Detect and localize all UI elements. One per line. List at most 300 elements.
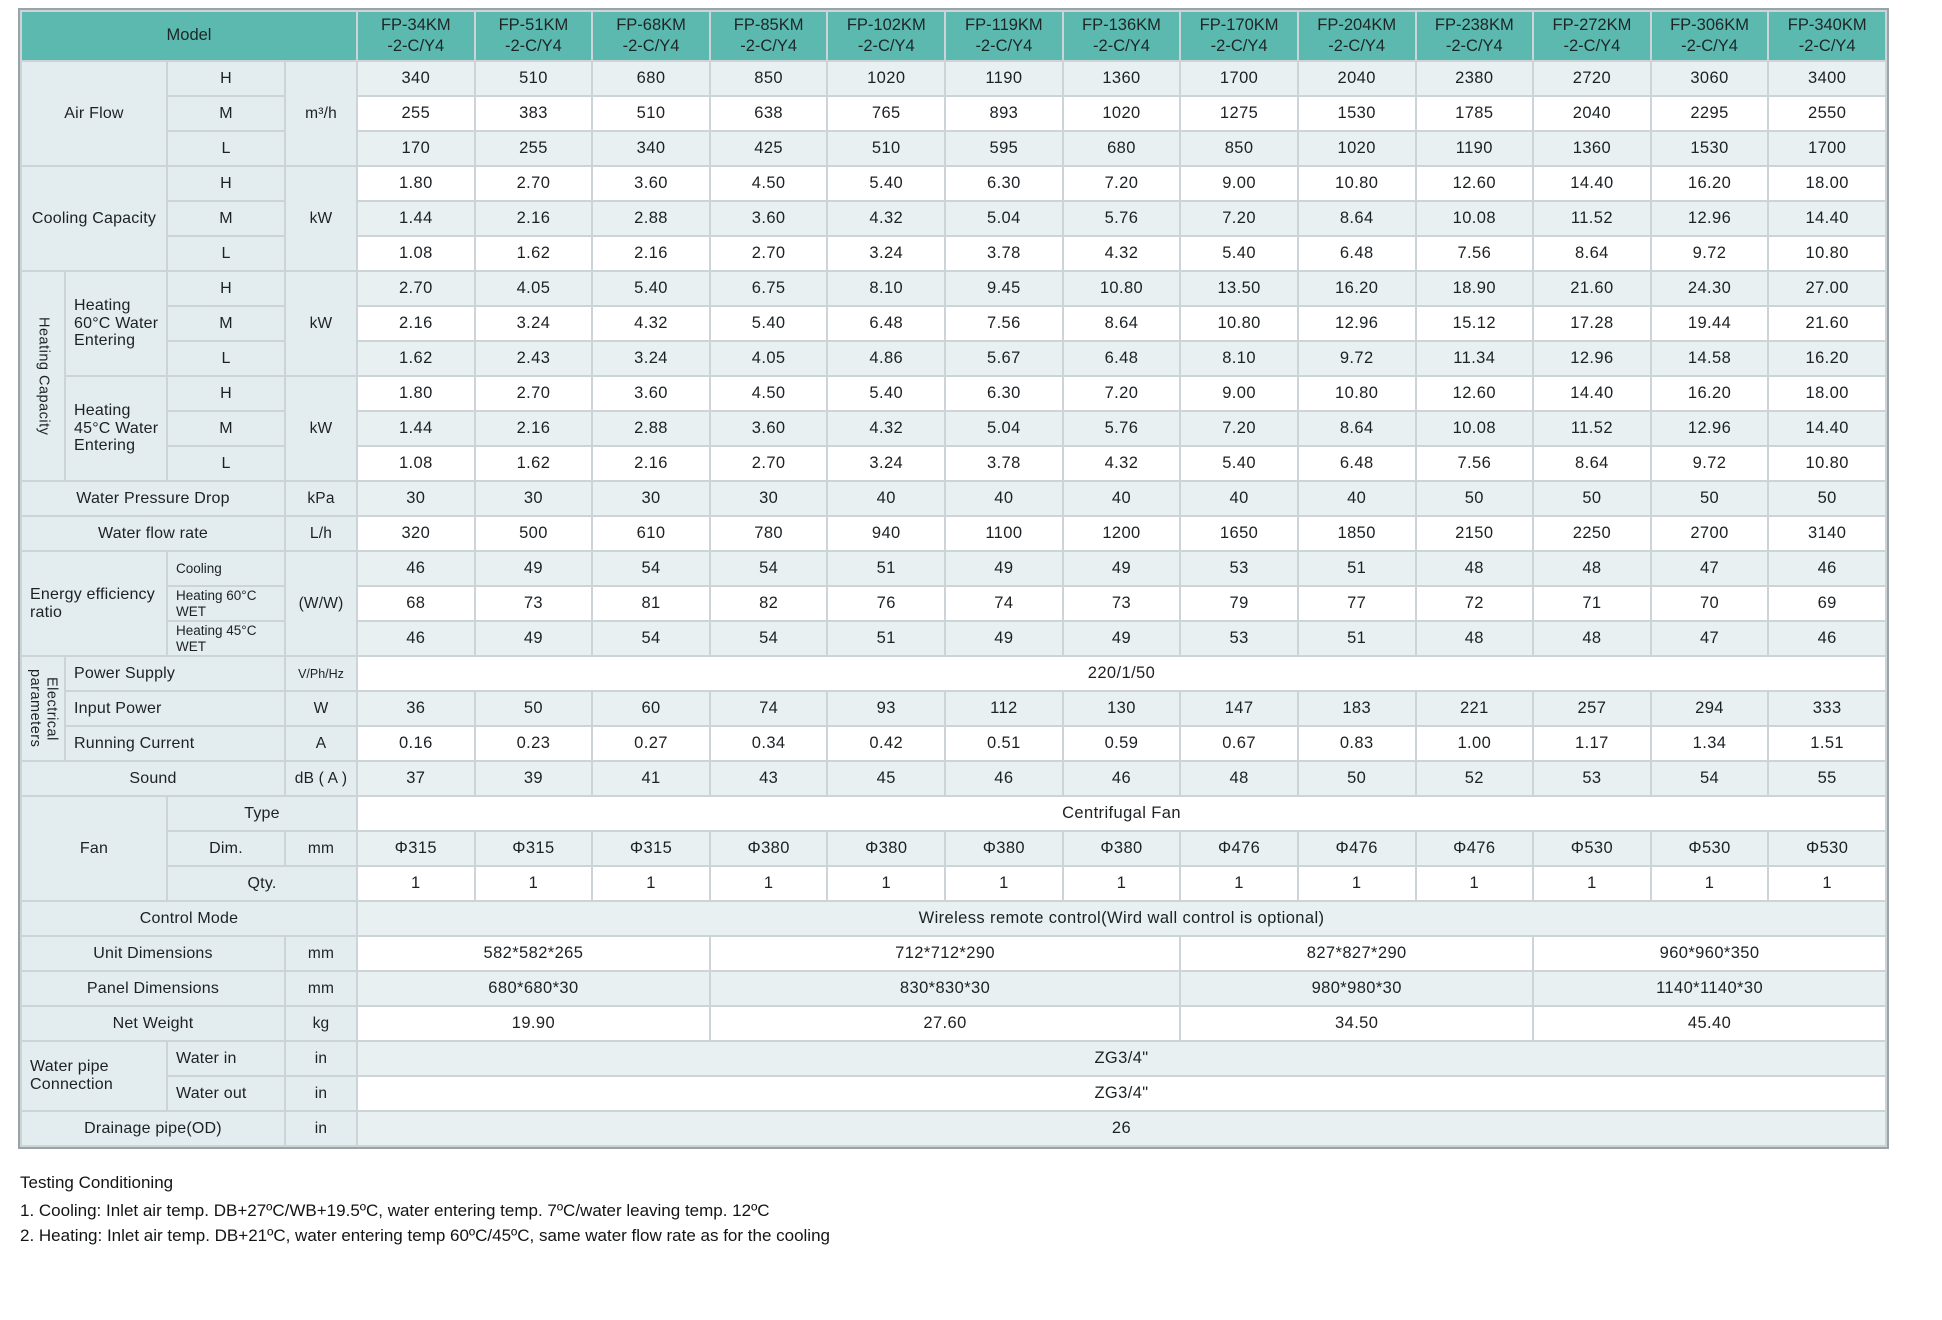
data-cell: 8.10: [827, 271, 945, 306]
data-cell: 8.64: [1533, 236, 1651, 271]
data-cell-merged: 1140*1140*30: [1533, 971, 1886, 1006]
data-cell: 1.17: [1533, 726, 1651, 761]
row-sublabel: Cooling: [167, 551, 285, 586]
model-column-header: [710, 11, 828, 61]
row-label: Water in: [167, 1041, 285, 1076]
data-cell: 49: [1063, 621, 1181, 656]
table-row: [21, 1041, 1886, 1076]
data-cell-merged: 220/1/50: [357, 656, 1886, 691]
data-cell: 2295: [1651, 96, 1769, 131]
model-column-header: [1416, 11, 1534, 61]
unit-cell: kg: [285, 1006, 357, 1041]
data-cell: 8.64: [1298, 201, 1416, 236]
data-cell: Φ476: [1416, 831, 1534, 866]
data-cell: Φ315: [357, 831, 475, 866]
table-row: [21, 516, 1886, 551]
data-cell: Φ380: [1063, 831, 1181, 866]
row-label: Water flow rate: [21, 516, 285, 551]
data-cell: 37: [357, 761, 475, 796]
data-cell: 10.80: [1768, 236, 1886, 271]
data-cell: 3.60: [592, 376, 710, 411]
model-name: FP-272KM: [1552, 15, 1632, 34]
table-row: [21, 481, 1886, 516]
model-name: FP-306KM: [1670, 15, 1749, 34]
model-name: FP-136KM: [1082, 15, 1161, 34]
data-cell: 16.20: [1651, 166, 1769, 201]
row-label: Air Flow: [21, 61, 167, 166]
data-cell: 5.04: [945, 201, 1063, 236]
data-cell: 765: [827, 96, 945, 131]
data-cell: 0.34: [710, 726, 828, 761]
spec-table: [20, 10, 1887, 1147]
data-cell: 2380: [1416, 61, 1534, 96]
data-cell: 1700: [1768, 131, 1886, 166]
data-cell: 9.72: [1651, 446, 1769, 481]
model-column-header: [1768, 11, 1886, 61]
data-cell: 4.32: [1063, 236, 1181, 271]
data-cell: 3060: [1651, 61, 1769, 96]
data-cell: 1.44: [357, 201, 475, 236]
model-suffix: -2-C/Y4: [622, 37, 680, 55]
data-cell-merged: Wireless remote control(Wird wall control is optional): [357, 901, 1886, 936]
table-row: [21, 831, 1886, 866]
data-cell: 780: [710, 516, 828, 551]
data-cell: 48: [1416, 621, 1534, 656]
model-suffix: -2-C/Y4: [1210, 37, 1268, 55]
unit-cell: kW: [285, 376, 357, 481]
row-label: Running Current: [65, 726, 285, 761]
model-suffix: -2-C/Y4: [1681, 37, 1738, 55]
model-suffix: -2-C/Y4: [1445, 37, 1503, 55]
data-cell-merged: 34.50: [1180, 1006, 1533, 1041]
data-cell: 1: [1180, 866, 1298, 901]
data-cell: 40: [945, 481, 1063, 516]
unit-cell: in: [285, 1111, 357, 1146]
data-cell: 2.43: [475, 341, 593, 376]
data-cell-merged: 19.90: [357, 1006, 710, 1041]
model-column-header: [827, 11, 945, 61]
data-cell: 1: [1063, 866, 1181, 901]
data-cell: 7.20: [1063, 376, 1181, 411]
data-cell: 1850: [1298, 516, 1416, 551]
data-cell: 12.60: [1416, 166, 1534, 201]
data-cell: 21.60: [1533, 271, 1651, 306]
data-cell: 46: [1768, 621, 1886, 656]
speed-label: M: [167, 201, 285, 236]
data-cell: 383: [475, 96, 593, 131]
data-cell: 50: [1533, 481, 1651, 516]
data-cell: 30: [357, 481, 475, 516]
data-cell: 5.40: [1180, 446, 1298, 481]
model-name: FP-170KM: [1199, 15, 1279, 34]
data-cell: 221: [1416, 691, 1534, 726]
data-cell: 2.16: [357, 306, 475, 341]
data-cell: 54: [710, 621, 828, 656]
row-label: Qty.: [167, 866, 357, 901]
row-label: Drainage pipe(OD): [21, 1111, 285, 1146]
data-cell: 4.32: [1063, 446, 1181, 481]
data-cell: 2.70: [710, 236, 828, 271]
data-cell: 6.48: [1063, 341, 1181, 376]
data-cell: Φ476: [1180, 831, 1298, 866]
unit-cell: (W/W): [285, 551, 357, 656]
unit-cell: kW: [285, 271, 357, 376]
data-cell: 6.75: [710, 271, 828, 306]
speed-label: L: [167, 131, 285, 166]
row-label: Cooling Capacity: [21, 166, 167, 271]
model-suffix: -2-C/Y4: [1093, 37, 1150, 55]
unit-cell: mm: [285, 831, 357, 866]
model-column-header: [1180, 11, 1298, 61]
data-cell: 3.24: [475, 306, 593, 341]
data-cell: 30: [592, 481, 710, 516]
data-cell: 1.62: [475, 236, 593, 271]
data-cell: 1190: [1416, 131, 1534, 166]
data-cell: 14.40: [1533, 166, 1651, 201]
table-row: [21, 656, 1886, 691]
data-cell: 40: [1298, 481, 1416, 516]
data-cell: 70: [1651, 586, 1769, 621]
data-cell: 2.70: [475, 376, 593, 411]
data-cell: 77: [1298, 586, 1416, 621]
data-cell: 74: [945, 586, 1063, 621]
data-cell: 2040: [1533, 96, 1651, 131]
unit-cell: kPa: [285, 481, 357, 516]
unit-cell: W: [285, 691, 357, 726]
data-cell-merged: 45.40: [1533, 1006, 1886, 1041]
data-cell: 850: [710, 61, 828, 96]
data-cell: 10.80: [1298, 166, 1416, 201]
data-cell: 82: [710, 586, 828, 621]
data-cell: 255: [357, 96, 475, 131]
table-row: [21, 551, 1886, 586]
data-cell: 1100: [945, 516, 1063, 551]
data-cell: 53: [1180, 551, 1298, 586]
data-cell: 1.51: [1768, 726, 1886, 761]
data-cell: 595: [945, 131, 1063, 166]
table-row: [21, 271, 1886, 306]
data-cell: 5.40: [827, 166, 945, 201]
model-header-cell: Model: [21, 11, 357, 61]
data-cell: 40: [827, 481, 945, 516]
data-cell: 10.80: [1063, 271, 1181, 306]
data-cell: Φ315: [475, 831, 593, 866]
data-cell: 9.45: [945, 271, 1063, 306]
section-label-vertical: Electrical parameters: [21, 656, 65, 761]
data-cell: 16.20: [1768, 341, 1886, 376]
unit-cell: mm: [285, 971, 357, 1006]
data-cell: 49: [1063, 551, 1181, 586]
data-cell: 50: [1768, 481, 1886, 516]
table-row: [21, 1076, 1886, 1111]
speed-label: M: [167, 96, 285, 131]
model-name: FP-340KM: [1787, 15, 1867, 34]
speed-label: L: [167, 446, 285, 481]
data-cell: 18.00: [1768, 166, 1886, 201]
data-cell: 48: [1416, 551, 1534, 586]
data-cell: 15.12: [1416, 306, 1534, 341]
model-suffix: -2-C/Y4: [1563, 37, 1621, 55]
data-cell: 2150: [1416, 516, 1534, 551]
data-cell-merged: 827*827*290: [1180, 936, 1533, 971]
row-label: Heating 60°C Water Entering: [65, 271, 167, 376]
model-column-header: [357, 11, 475, 61]
data-cell: 12.60: [1416, 376, 1534, 411]
data-cell: 2.16: [475, 201, 593, 236]
table-row: [21, 1006, 1886, 1041]
header-row: [21, 11, 1886, 61]
data-cell: 4.50: [710, 166, 828, 201]
data-cell-merged: ZG3/4": [357, 1041, 1886, 1076]
section-label-vertical: Heating Capacity: [21, 271, 65, 481]
data-cell: 1: [945, 866, 1063, 901]
data-cell: 8.64: [1063, 306, 1181, 341]
table-row: [21, 796, 1886, 831]
data-cell: 1: [357, 866, 475, 901]
data-cell: 51: [827, 551, 945, 586]
data-cell: 2.70: [710, 446, 828, 481]
data-cell: 11.34: [1416, 341, 1534, 376]
row-label: Water Pressure Drop: [21, 481, 285, 516]
data-cell: 1020: [1063, 96, 1181, 131]
data-cell: 1020: [1298, 131, 1416, 166]
data-cell: 10.80: [1298, 376, 1416, 411]
data-cell: 49: [945, 551, 1063, 586]
data-cell: 49: [475, 621, 593, 656]
data-cell: 0.67: [1180, 726, 1298, 761]
data-cell: 30: [475, 481, 593, 516]
data-cell: 1.44: [357, 411, 475, 446]
data-cell: 0.16: [357, 726, 475, 761]
data-cell: 6.48: [827, 306, 945, 341]
data-cell: 10.80: [1768, 446, 1886, 481]
data-cell: 1: [1416, 866, 1534, 901]
model-suffix: -2-C/Y4: [505, 37, 562, 55]
model-suffix: -2-C/Y4: [387, 37, 445, 55]
data-cell: 50: [1298, 761, 1416, 796]
model-suffix: -2-C/Y4: [975, 37, 1033, 55]
unit-cell: m³/h: [285, 61, 357, 166]
note-line-1: 1. Cooling: Inlet air temp. DB+27ºC/WB+19.5ºC, water entering temp. 7ºC/water leaving temp. 12ºC: [20, 1200, 770, 1220]
row-sublabel: Heating 60°C WET: [167, 586, 285, 621]
data-cell: 2.70: [475, 166, 593, 201]
notes-title: Testing Conditioning: [20, 1173, 174, 1192]
data-cell: 53: [1180, 621, 1298, 656]
data-cell: 425: [710, 131, 828, 166]
model-suffix: -2-C/Y4: [857, 37, 915, 55]
data-cell: Φ476: [1298, 831, 1416, 866]
data-cell: 46: [945, 761, 1063, 796]
data-cell: 51: [1298, 621, 1416, 656]
data-cell: 510: [827, 131, 945, 166]
data-cell: 9.00: [1180, 166, 1298, 201]
row-label: Panel Dimensions: [21, 971, 285, 1006]
data-cell: 11.52: [1533, 201, 1651, 236]
data-cell: 2.70: [357, 271, 475, 306]
table-row: [21, 61, 1886, 96]
data-cell: 47: [1651, 551, 1769, 586]
data-cell: 12.96: [1533, 341, 1651, 376]
data-cell: 294: [1651, 691, 1769, 726]
data-cell: 2700: [1651, 516, 1769, 551]
data-cell: 510: [475, 61, 593, 96]
data-cell: 8.64: [1533, 446, 1651, 481]
model-column-header: [475, 11, 593, 61]
data-cell: 19.44: [1651, 306, 1769, 341]
data-cell: 257: [1533, 691, 1651, 726]
row-label: Sound: [21, 761, 285, 796]
data-cell: 16.20: [1298, 271, 1416, 306]
data-cell: 48: [1533, 551, 1651, 586]
data-cell: 4.05: [475, 271, 593, 306]
data-cell: 39: [475, 761, 593, 796]
data-cell: 1: [1298, 866, 1416, 901]
table-row: [21, 936, 1886, 971]
data-cell: 46: [1768, 551, 1886, 586]
data-cell: 49: [945, 621, 1063, 656]
model-suffix: -2-C/Y4: [1798, 37, 1856, 55]
data-cell: 1: [827, 866, 945, 901]
data-cell: 2.88: [592, 201, 710, 236]
data-cell: 79: [1180, 586, 1298, 621]
model-column-header: [945, 11, 1063, 61]
data-cell: 76: [827, 586, 945, 621]
data-cell: 18.90: [1416, 271, 1534, 306]
row-label: Unit Dimensions: [21, 936, 285, 971]
data-cell: 69: [1768, 586, 1886, 621]
data-cell: 3400: [1768, 61, 1886, 96]
data-cell: 50: [475, 691, 593, 726]
data-cell-merged: 960*960*350: [1533, 936, 1886, 971]
data-cell: Φ380: [710, 831, 828, 866]
speed-label: M: [167, 411, 285, 446]
data-cell: 68: [357, 586, 475, 621]
data-cell: 21.60: [1768, 306, 1886, 341]
data-cell: 30: [710, 481, 828, 516]
model-name: FP-85KM: [733, 15, 804, 34]
data-cell: 18.00: [1768, 376, 1886, 411]
data-cell: 1360: [1533, 131, 1651, 166]
speed-label: H: [167, 271, 285, 306]
model-suffix: -2-C/Y4: [1328, 37, 1386, 55]
data-cell: 12.96: [1651, 411, 1769, 446]
data-cell: 147: [1180, 691, 1298, 726]
data-cell: 680: [1063, 131, 1181, 166]
data-cell: 3.24: [827, 236, 945, 271]
data-cell: 2.88: [592, 411, 710, 446]
data-cell: 2040: [1298, 61, 1416, 96]
data-cell: 51: [1298, 551, 1416, 586]
data-cell: 73: [475, 586, 593, 621]
data-cell: 183: [1298, 691, 1416, 726]
data-cell: 7.20: [1063, 166, 1181, 201]
data-cell-merged: 712*712*290: [710, 936, 1180, 971]
table-row: [21, 866, 1886, 901]
data-cell: 1785: [1416, 96, 1534, 131]
data-cell: 340: [592, 131, 710, 166]
data-cell: 4.32: [827, 201, 945, 236]
data-cell: 170: [357, 131, 475, 166]
data-cell: 46: [1063, 761, 1181, 796]
unit-cell: in: [285, 1041, 357, 1076]
model-column-header: [1063, 11, 1181, 61]
data-cell: 1700: [1180, 61, 1298, 96]
table-row: [21, 691, 1886, 726]
data-cell: 7.56: [945, 306, 1063, 341]
data-cell: 36: [357, 691, 475, 726]
data-cell: Φ315: [592, 831, 710, 866]
data-cell: Φ380: [945, 831, 1063, 866]
data-cell: 9.72: [1298, 341, 1416, 376]
data-cell: 510: [592, 96, 710, 131]
data-cell: 340: [357, 61, 475, 96]
data-cell: 8.64: [1298, 411, 1416, 446]
data-cell: 500: [475, 516, 593, 551]
data-cell: 6.30: [945, 376, 1063, 411]
data-cell: 1: [1533, 866, 1651, 901]
speed-label: L: [167, 236, 285, 271]
data-cell: 1200: [1063, 516, 1181, 551]
data-cell: 13.50: [1180, 271, 1298, 306]
data-cell: 850: [1180, 131, 1298, 166]
table-row: [21, 726, 1886, 761]
data-cell: 638: [710, 96, 828, 131]
data-cell: 14.40: [1768, 201, 1886, 236]
data-cell: 5.67: [945, 341, 1063, 376]
data-cell: 5.76: [1063, 201, 1181, 236]
model-column-header: [1651, 11, 1769, 61]
data-cell: 47: [1651, 621, 1769, 656]
table-row: [21, 376, 1886, 411]
row-label: Power Supply: [65, 656, 285, 691]
data-cell: 4.50: [710, 376, 828, 411]
data-cell: 4.05: [710, 341, 828, 376]
model-suffix: -2-C/Y4: [740, 37, 798, 55]
data-cell: 5.40: [827, 376, 945, 411]
data-cell: 5.40: [710, 306, 828, 341]
data-cell: 680: [592, 61, 710, 96]
data-cell: 1: [475, 866, 593, 901]
data-cell: 5.04: [945, 411, 1063, 446]
unit-cell: V/Ph/Hz: [285, 656, 357, 691]
row-label: Water pipe Connection: [21, 1041, 167, 1111]
data-cell: 72: [1416, 586, 1534, 621]
data-cell: 51: [827, 621, 945, 656]
data-cell: 9.00: [1180, 376, 1298, 411]
data-cell: Φ380: [827, 831, 945, 866]
data-cell: 130: [1063, 691, 1181, 726]
row-label: Heating 45°C Water Entering: [65, 376, 167, 481]
data-cell: 4.32: [827, 411, 945, 446]
model-name: FP-51KM: [498, 15, 569, 34]
data-cell: 1.80: [357, 376, 475, 411]
data-cell: 6.48: [1298, 236, 1416, 271]
data-cell: 41: [592, 761, 710, 796]
data-cell: 320: [357, 516, 475, 551]
data-cell: 3.24: [592, 341, 710, 376]
data-cell: 5.76: [1063, 411, 1181, 446]
data-cell: 0.83: [1298, 726, 1416, 761]
table-row: [21, 1111, 1886, 1146]
data-cell: 893: [945, 96, 1063, 131]
data-cell: 1530: [1298, 96, 1416, 131]
data-cell: 1.80: [357, 166, 475, 201]
data-cell: 6.30: [945, 166, 1063, 201]
data-cell: 0.27: [592, 726, 710, 761]
speed-label: H: [167, 61, 285, 96]
table-row: [21, 761, 1886, 796]
model-column-header: [592, 11, 710, 61]
